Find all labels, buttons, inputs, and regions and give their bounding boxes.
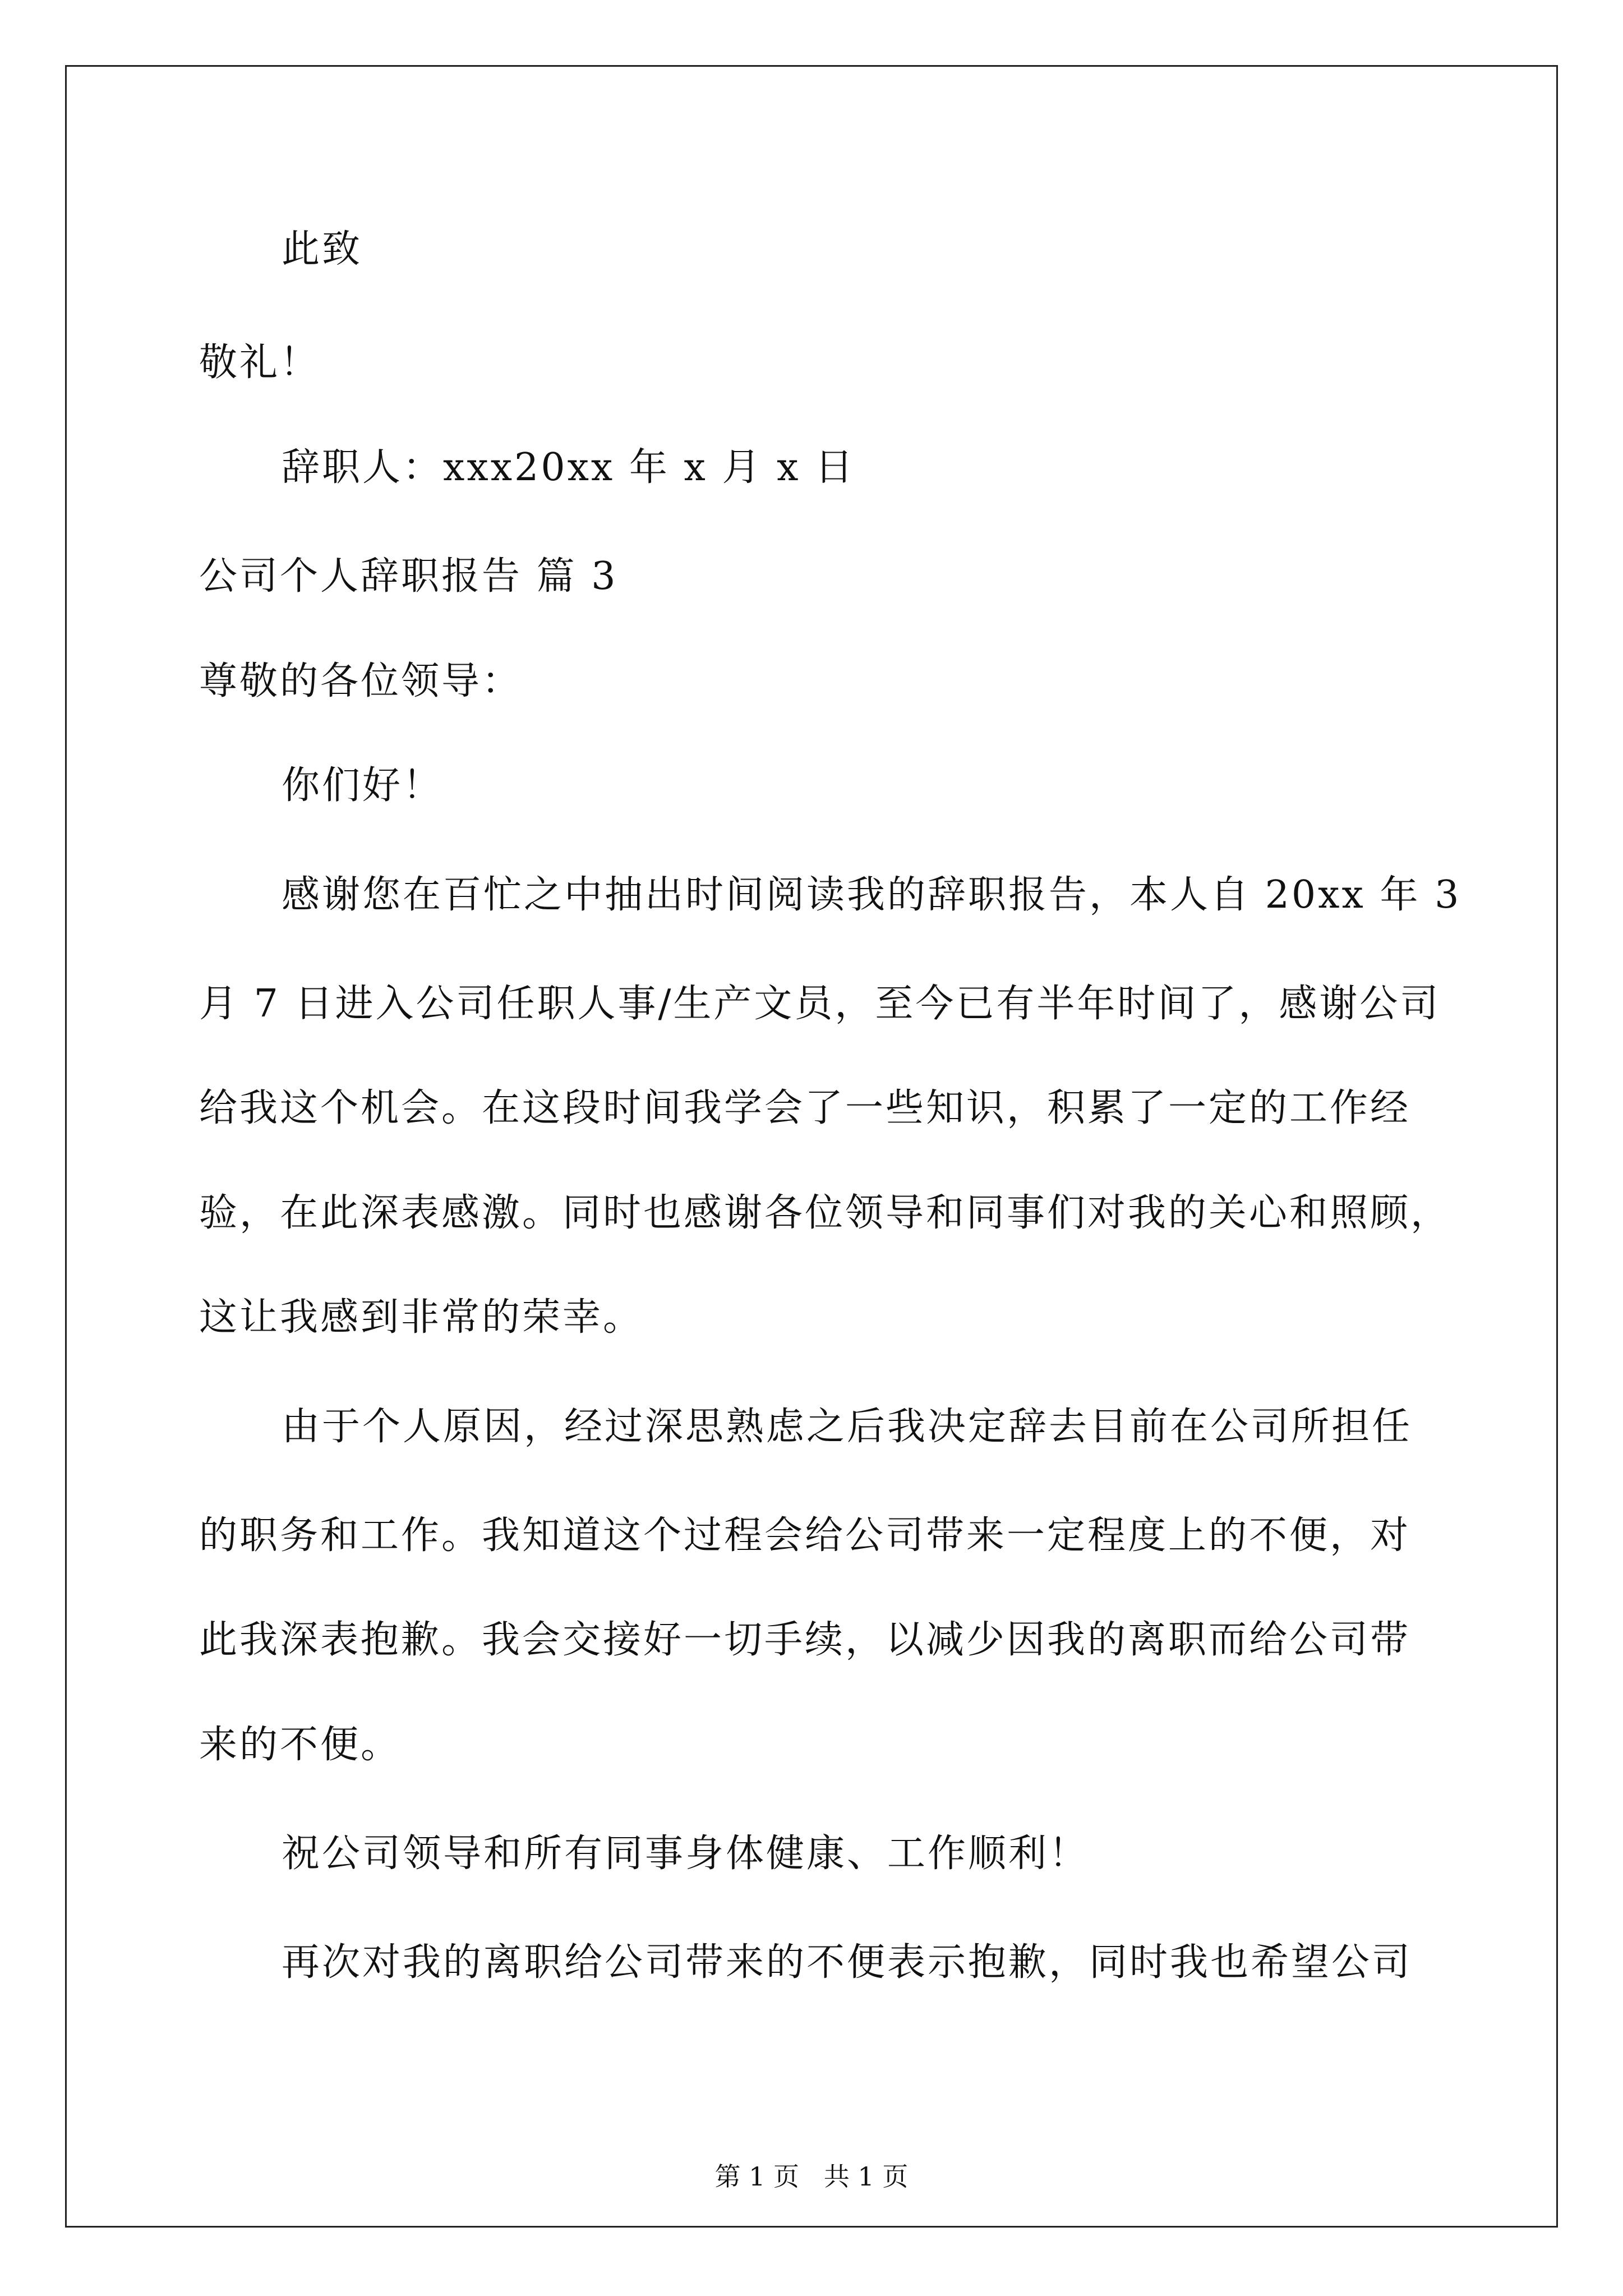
paragraph-line: 来的不便。: [199, 1723, 402, 1767]
section-heading: 公司个人辞职报告 篇 3: [199, 554, 618, 599]
paragraph-line: 祝公司领导和所有同事身体健康、工作顺利！: [282, 1832, 1090, 1876]
page-footer: 第 1 页 共 1 页: [714, 2161, 909, 2192]
paragraph-line: 此我深表抱歉。我会交接好一切手续，以减少因我的离职而给公司带: [199, 1618, 1411, 1662]
paragraph-line: 月 7 日进入公司任职人事/生产文员，至今已有半年时间了，感谢公司: [199, 982, 1441, 1026]
closing-salutation: 此致: [282, 227, 363, 272]
paragraph-line: 由于个人原因，经过深思熟虑之后我决定辞去目前在公司所担任: [282, 1405, 1413, 1449]
page-border: [65, 65, 1558, 2228]
paragraph-line: 感谢您在百忙之中抽出时间阅读我的辞职报告，本人自 20xx 年 3: [282, 873, 1461, 917]
paragraph-line: 再次对我的离职给公司带来的不便表示抱歉，同时我也希望公司: [282, 1940, 1413, 1985]
closing-respect: 敬礼！: [199, 341, 321, 385]
paragraph-line: 验，在此深表感激。同时也感谢各位领导和同事们对我的关心和照顾，: [199, 1191, 1451, 1235]
paragraph-line: 的职务和工作。我知道这个过程会给公司带来一定程度上的不便，对: [199, 1513, 1411, 1558]
paragraph-line: 给我这个机会。在这段时间我学会了一些知识，积累了一定的工作经: [199, 1086, 1411, 1130]
greeting-line: 尊敬的各位领导：: [199, 659, 523, 703]
paragraph-line: 你们好！: [282, 763, 444, 808]
signature-line: 辞职人：xxx20xx 年 x 月 x 日: [282, 445, 856, 490]
paragraph-line: 这让我感到非常的荣幸。: [199, 1295, 644, 1340]
